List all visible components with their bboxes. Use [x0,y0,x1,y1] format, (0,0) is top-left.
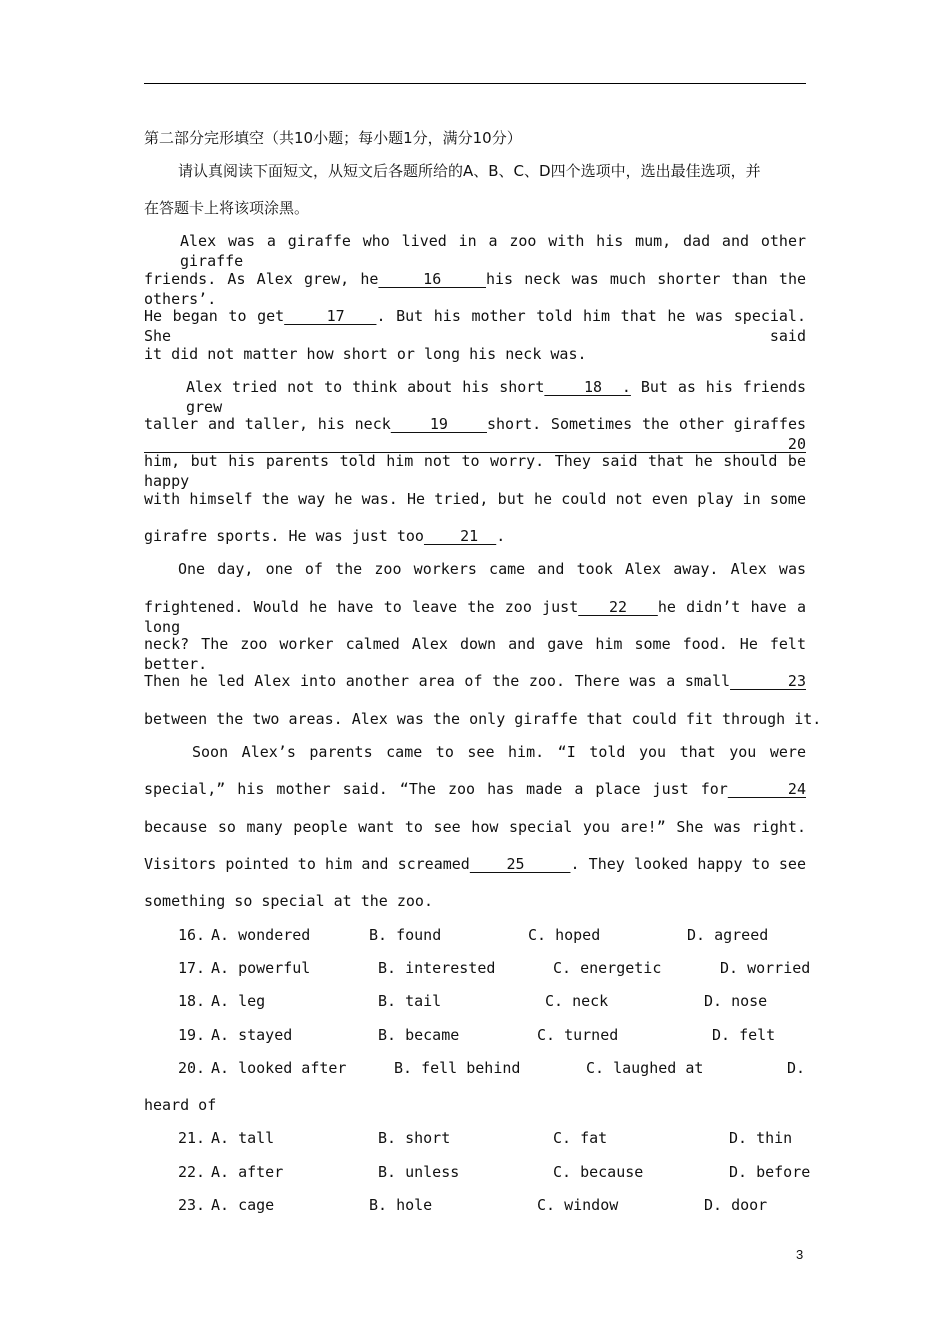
passage-line: him, but his parents told him not to worry. They said that he should be happy [144,452,806,490]
option-a: A. tall [211,1129,275,1147]
question-number: 19. [178,1026,206,1044]
option-b: B. found [369,926,442,944]
passage-line: Then he led Alex into another area of the zoo. There was a small 23 [144,672,806,690]
blank-17: 17 [284,307,377,325]
blank-21: 21 [423,527,497,545]
option-d-continued: heard of [144,1096,217,1114]
option-a: A. after [211,1163,284,1181]
question-number: 21. [178,1129,206,1147]
option-d: D. worried [720,959,811,977]
option-c: C. window [537,1196,619,1214]
question-number: 23. [178,1196,206,1214]
passage-line: between the two areas. Alex was the only giraffe that could fit through it. [144,710,822,728]
passage-line: One day, one of the zoo workers came and took Alex away. Alex was [178,560,806,578]
option-a: A. cage [211,1196,275,1214]
option-d: D. felt [712,1026,776,1044]
passage-line: neck? The zoo worker calmed Alex down and gave him some food. He felt better. [144,635,806,673]
option-a: A. leg [211,992,266,1010]
blank-19: 19 [390,415,487,433]
option-a: A. looked after [211,1059,347,1077]
blank-23: 23 [730,672,806,690]
header-rule [144,83,806,84]
passage-line: Soon Alex’s parents came to see him. “I told you that you were [192,743,806,761]
question-number: 16. [178,926,206,944]
option-a: A. stayed [211,1026,293,1044]
passage-line: something so special at the zoo. [144,892,433,910]
option-d: D. thin [729,1129,793,1147]
option-b: B. became [378,1026,460,1044]
question-number: 22. [178,1163,206,1181]
option-b: B. short [378,1129,451,1147]
question-number: 20. [178,1059,206,1077]
passage-line: with himself the way he was. He tried, but he could not even play in some [144,490,806,508]
option-d: D. agreed [687,926,769,944]
passage-line: He began to get 17 . But his mother told him that he was special. She said [144,307,806,345]
passage-line: Alex was a giraffe who lived in a zoo with his mum, dad and other giraffe [180,232,806,270]
blank-22: 22 [578,598,658,616]
blank-18: 18 . [544,378,631,396]
option-d: D. before [729,1163,811,1181]
option-a: A. wondered [211,926,311,944]
option-d: D. [787,1059,806,1077]
passage-line: it did not matter how short or long his neck was. [144,345,587,363]
page-number: 3 [796,1247,804,1262]
blank-24: 24 [727,780,806,798]
blank-16: 16 [378,270,486,288]
instructions-line-2: 在答题卡上将该项涂黑。 [144,199,310,217]
passage-line: because so many people want to see how special you are!” She was right. [144,818,806,836]
option-b: B. tail [378,992,442,1010]
passage-line: Alex tried not to think about his short 18 . But as his friends grew [186,378,807,416]
option-b: B. unless [378,1163,460,1181]
instructions-line-1: 请认真阅读下面短文，从短文后各题所给的A、B、C、D四个选项中，选出最佳选项，并 [178,162,761,180]
section-title: 第二部分完形填空（共10小题；每小题1分，满分10分） [144,129,522,147]
passage-line: friends. As Alex grew, he 16 his neck was much shorter than the others’. [144,270,806,308]
passage-line: frightened. Would he have to leave the zoo just 22 he didn’t have a long [144,598,806,636]
option-b: B. interested [378,959,496,977]
option-c: C. laughed at [586,1059,704,1077]
passage-line: special,” his mother said. “The zoo has made a place just for 24 [144,780,806,798]
passage-line: Visitors pointed to him and screamed 25 . They looked happy to see [144,855,806,873]
option-b: B. fell behind [394,1059,521,1077]
blank-20: 20 [144,435,806,453]
option-c: C. turned [537,1026,619,1044]
option-c: C. fat [553,1129,608,1147]
question-number: 17. [178,959,206,977]
option-c: C. energetic [553,959,662,977]
option-c: C. because [553,1163,644,1181]
option-c: C. neck [545,992,609,1010]
blank-25: 25 [469,855,571,873]
option-b: B. hole [369,1196,433,1214]
question-number: 18. [178,992,206,1010]
option-d: D. door [704,1196,768,1214]
option-d: D. nose [704,992,768,1010]
option-c: C. hoped [528,926,601,944]
option-a: A. powerful [211,959,311,977]
passage-line: taller and taller, his neck 19 short. Sometimes the other giraffes 20 [144,415,807,453]
passage-line: girafre sports. He was just too 21 . [144,527,506,545]
